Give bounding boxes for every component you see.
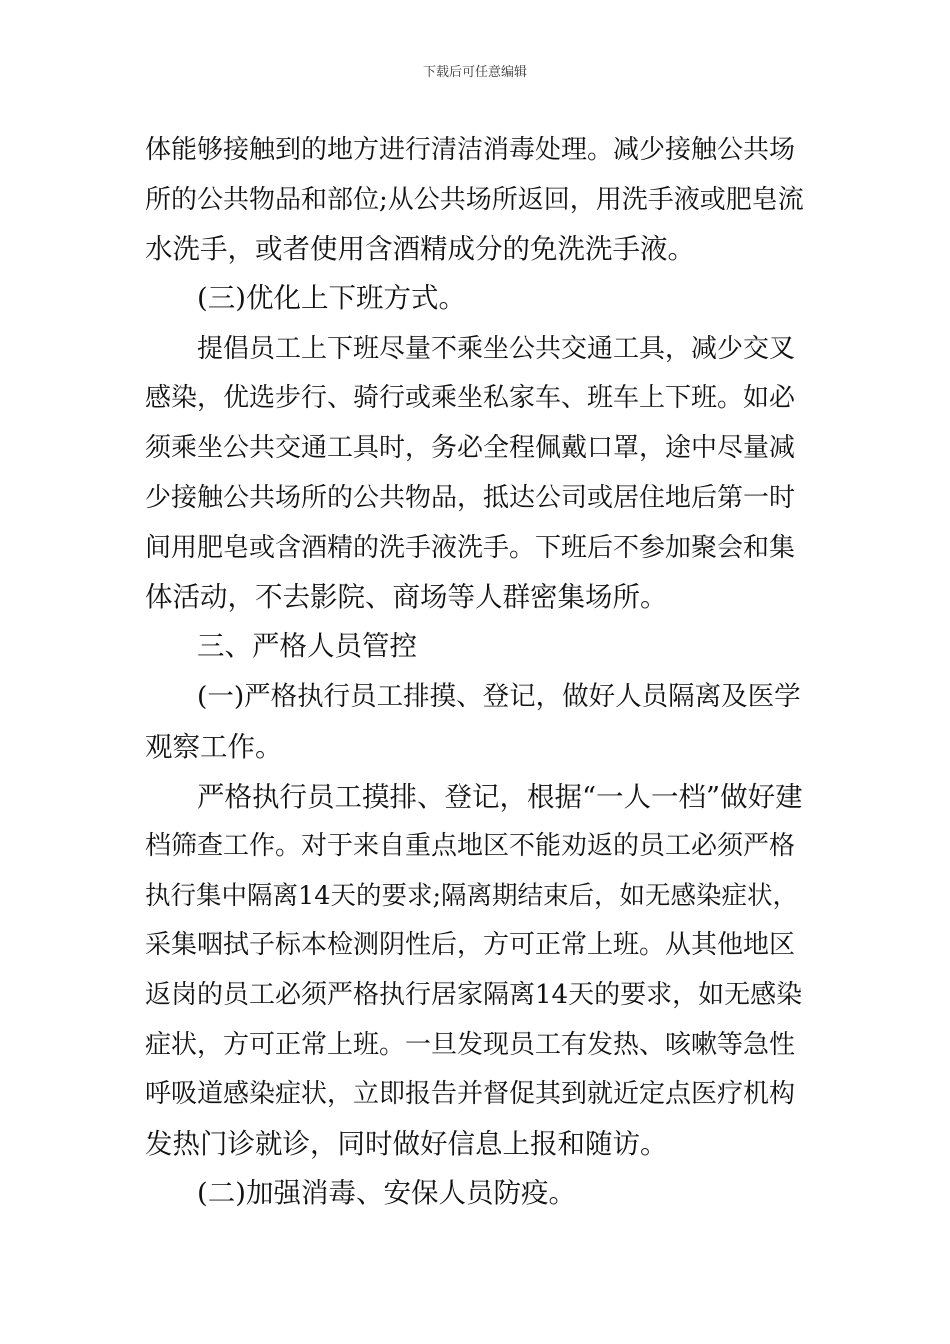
body-line: 采集咽拭子标本检测阴性后，方可正常上班。从其他地区 (145, 930, 796, 960)
body-line: 返岗的员工必须严格执行居家隔离14天的要求，如无感染 (145, 980, 803, 1010)
section-heading: (三)优化上下班方式。 (197, 282, 466, 314)
body-line: 提倡员工上下班尽量不乘坐公共交通工具，减少交叉 (197, 334, 796, 364)
body-line: 体能够接触到的地方进行清洁消毒处理。减少接触公共场 (145, 135, 796, 165)
subsection-heading-cont: 观察工作。 (145, 731, 283, 763)
body-line: 须乘坐公共交通工具时，务必全程佩戴口罩，途中尽量减 (145, 433, 796, 463)
body-line: 体活动，不去影院、商场等人群密集场所。 (145, 581, 668, 613)
body-line: 水洗手，或者使用含酒精成分的免洗洗手液。 (145, 233, 695, 265)
subsection-heading: (一)严格执行员工排摸、登记，做好人员隔离及医学 (197, 681, 801, 712)
page-header-note: 下载后可任意编辑 (422, 65, 527, 80)
body-line: 执行集中隔离14天的要求;隔离期结束后，如无感染症状， (145, 881, 799, 911)
body-line: 所的公共物品和部位;从公共场所返回，用洗手液或肥皂流 (145, 185, 804, 215)
body-line: 发热门诊就诊，同时做好信息上报和随访。 (145, 1128, 668, 1160)
body-line: 少接触公共场所的公共物品，抵达公司或居住地后第一时 (145, 483, 796, 513)
body-line: 症状，方可正常上班。一旦发现员工有发热、咳嗽等急性 (145, 1030, 796, 1060)
body-line: 严格执行员工摸排、登记，根据“一人一档”做好建 (197, 781, 803, 813)
body-line: 档筛查工作。对于来自重点地区不能劝返的员工必须严格 (145, 831, 796, 861)
subsection-heading: (二)加强消毒、安保人员防疫。 (197, 1177, 576, 1209)
section-heading: 三、严格人员管控 (197, 630, 417, 662)
body-line: 间用肥皂或含酒精的洗手液洗手。下班后不参加聚会和集 (145, 533, 796, 563)
body-line: 感染，优选步行、骑行或乘坐私家车、班车上下班。如必 (145, 383, 796, 413)
body-line: 呼吸道感染症状，立即报告并督促其到就近定点医疗机构 (145, 1079, 796, 1109)
